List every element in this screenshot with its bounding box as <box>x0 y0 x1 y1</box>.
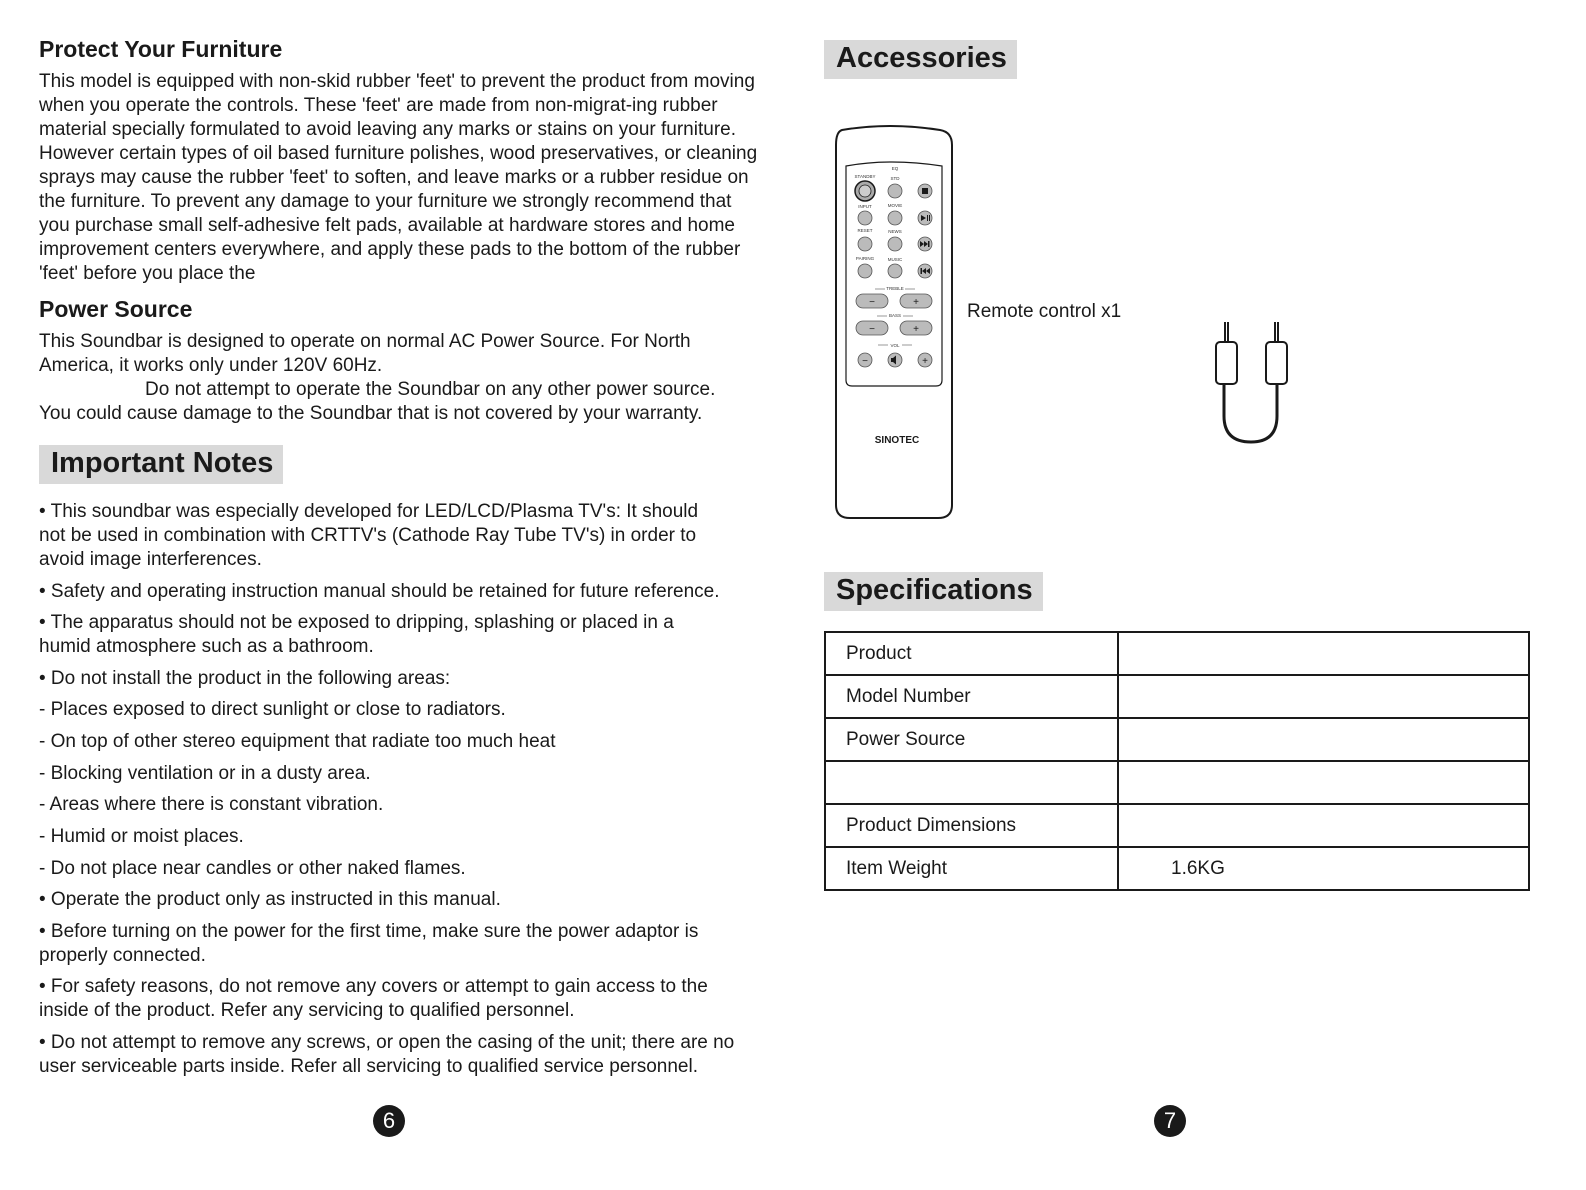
remote-brand-logo: SINOTEC <box>874 435 920 446</box>
table-row <box>825 718 1529 761</box>
accessories-heading: Accessories <box>824 40 1017 79</box>
note-item: • Do not attempt to remove any screws, or open the casing of the unit; there are no user serviceable parts inside. Refer all servicing to qualified service personnel. <box>39 1032 735 1077</box>
power-source-heading: Power Source <box>39 296 193 322</box>
remote-movie-label: MOVIE <box>887 203 903 208</box>
spec-value <box>1118 632 1529 675</box>
vol-minus-sign: − <box>862 356 868 367</box>
page-number: 6 <box>373 1105 405 1137</box>
remote-reset-label: RESET <box>857 228 873 233</box>
spec-value <box>1118 675 1529 718</box>
remote-std-label: STD <box>890 176 900 181</box>
note-item: - Do not place near candles or other naked flames. <box>39 858 466 879</box>
note-item: • Before turning on the power for the first time, make sure the power adaptor is properly connected. <box>39 921 699 966</box>
remote-standby-label: STANDBY <box>854 174 876 179</box>
remote-control-illustration <box>830 120 960 525</box>
spec-label: Product <box>825 632 1118 675</box>
note-item: - Blocking ventilation or in a dusty area. <box>39 763 371 784</box>
note-item: • For safety reasons, do not remove any covers or attempt to gain access to the inside of the product. Refer any servicing to qualified personnel. <box>39 976 708 1021</box>
power-source-text: This Soundbar is designed to operate on normal AC Power Source. For North America, it works only under 120V 60Hz. <box>39 331 691 376</box>
note-item: - Areas where there is constant vibration. <box>39 794 384 815</box>
remote-eq-label: EQ <box>891 166 899 171</box>
note-item: • The apparatus should not be exposed to dripping, splashing or placed in a humid atmosphere such as a bathroom. <box>39 612 674 657</box>
power-source-warning: Do not attempt to operate the Soundbar on any other power source. <box>145 379 716 400</box>
movie-button <box>888 211 902 225</box>
input-button <box>858 211 872 225</box>
spec-label: Power Source <box>825 718 1118 761</box>
spec-label: Item Weight <box>825 847 1118 890</box>
spec-label <box>825 761 1118 804</box>
bass-plus-sign: + <box>913 324 919 335</box>
power-source-warranty: You could cause damage to the Soundbar that is not covered by your warranty. <box>39 403 703 424</box>
news-button <box>888 237 902 251</box>
spec-value <box>1118 718 1529 761</box>
table-row <box>825 847 1529 890</box>
specifications-heading: Specifications <box>824 572 1043 611</box>
remote-bass-label: BASS <box>888 313 902 318</box>
note-item: • Safety and operating instruction manual should be retained for future reference. <box>39 581 720 602</box>
rca-plug-right <box>1266 342 1287 384</box>
pairing-button <box>858 264 872 278</box>
treble-minus-sign: − <box>869 297 875 308</box>
spec-value <box>1118 804 1529 847</box>
note-item: • Operate the product only as instructed in this manual. <box>39 889 501 910</box>
bass-minus-sign: − <box>869 324 875 335</box>
protect-furniture-heading: Protect Your Furniture <box>39 36 283 62</box>
standby-button-inner <box>859 185 871 197</box>
stop-icon <box>922 188 928 194</box>
remote-music-label: MUSIC <box>887 257 903 262</box>
note-item: • Do not install the product in the following areas: <box>39 668 451 689</box>
left-page <box>0 0 790 1190</box>
note-item: - Places exposed to direct sunlight or close to radiators. <box>39 699 506 720</box>
protect-furniture-text: This model is equipped with non-skid rubber 'feet' to prevent the product from moving when you operate the controls. These 'feet' are made from non-migrat-ing rubber material specially formulated to avoid leaving any marks or stains on your furniture. However certain types of oil based furniture polishes, wood preservatives, or cleaning sprays may cause the rubber 'feet' to soften, and leave marks or a rubber residue on the furniture. To prevent any damage to your furniture we strongly recommend that you purchase small self-adhesive felt pads, available at hardware stores and home improvement centers everywhere, and apply these pads to the bottom of the rubber 'feet' before you place the <box>39 71 758 284</box>
spec-label: Model Number <box>825 675 1118 718</box>
treble-plus-sign: + <box>913 297 919 308</box>
remote-news-label: NEWS <box>888 229 902 234</box>
reset-button <box>858 237 872 251</box>
important-notes-heading: Important Notes <box>39 445 283 484</box>
spec-label: Product Dimensions <box>825 804 1118 847</box>
note-item: - On top of other stereo equipment that radiate too much heat <box>39 731 556 752</box>
spec-value <box>1118 761 1529 804</box>
std-button <box>888 184 902 198</box>
remote-vol-label: VOL <box>890 343 900 348</box>
specifications-table <box>824 631 1530 891</box>
right-page <box>790 0 1586 1190</box>
table-row <box>825 761 1529 804</box>
spec-value: 1.6KG <box>1118 847 1529 890</box>
rca-plug-left <box>1216 342 1237 384</box>
remote-control-label: Remote control x1 <box>967 301 1122 322</box>
remote-input-label: INPUT <box>858 204 872 209</box>
table-row <box>825 632 1529 675</box>
music-button <box>888 264 902 278</box>
cable-wire <box>1224 384 1277 442</box>
table-row <box>825 804 1529 847</box>
page-number: 7 <box>1154 1105 1186 1137</box>
audio-cable-illustration <box>1205 318 1295 448</box>
table-row <box>825 675 1529 718</box>
note-item: - Humid or moist places. <box>39 826 244 847</box>
remote-treble-label: TREBLE <box>886 286 904 291</box>
note-item: • This soundbar was especially developed for LED/LCD/Plasma TV's: It should not be used in combination with CRTTV's (Cathode Ray Tube TV's) in order to avoid image interferences. <box>39 501 699 570</box>
remote-pairing-label: PAIRING <box>855 256 875 261</box>
vol-plus-sign: + <box>922 356 928 367</box>
